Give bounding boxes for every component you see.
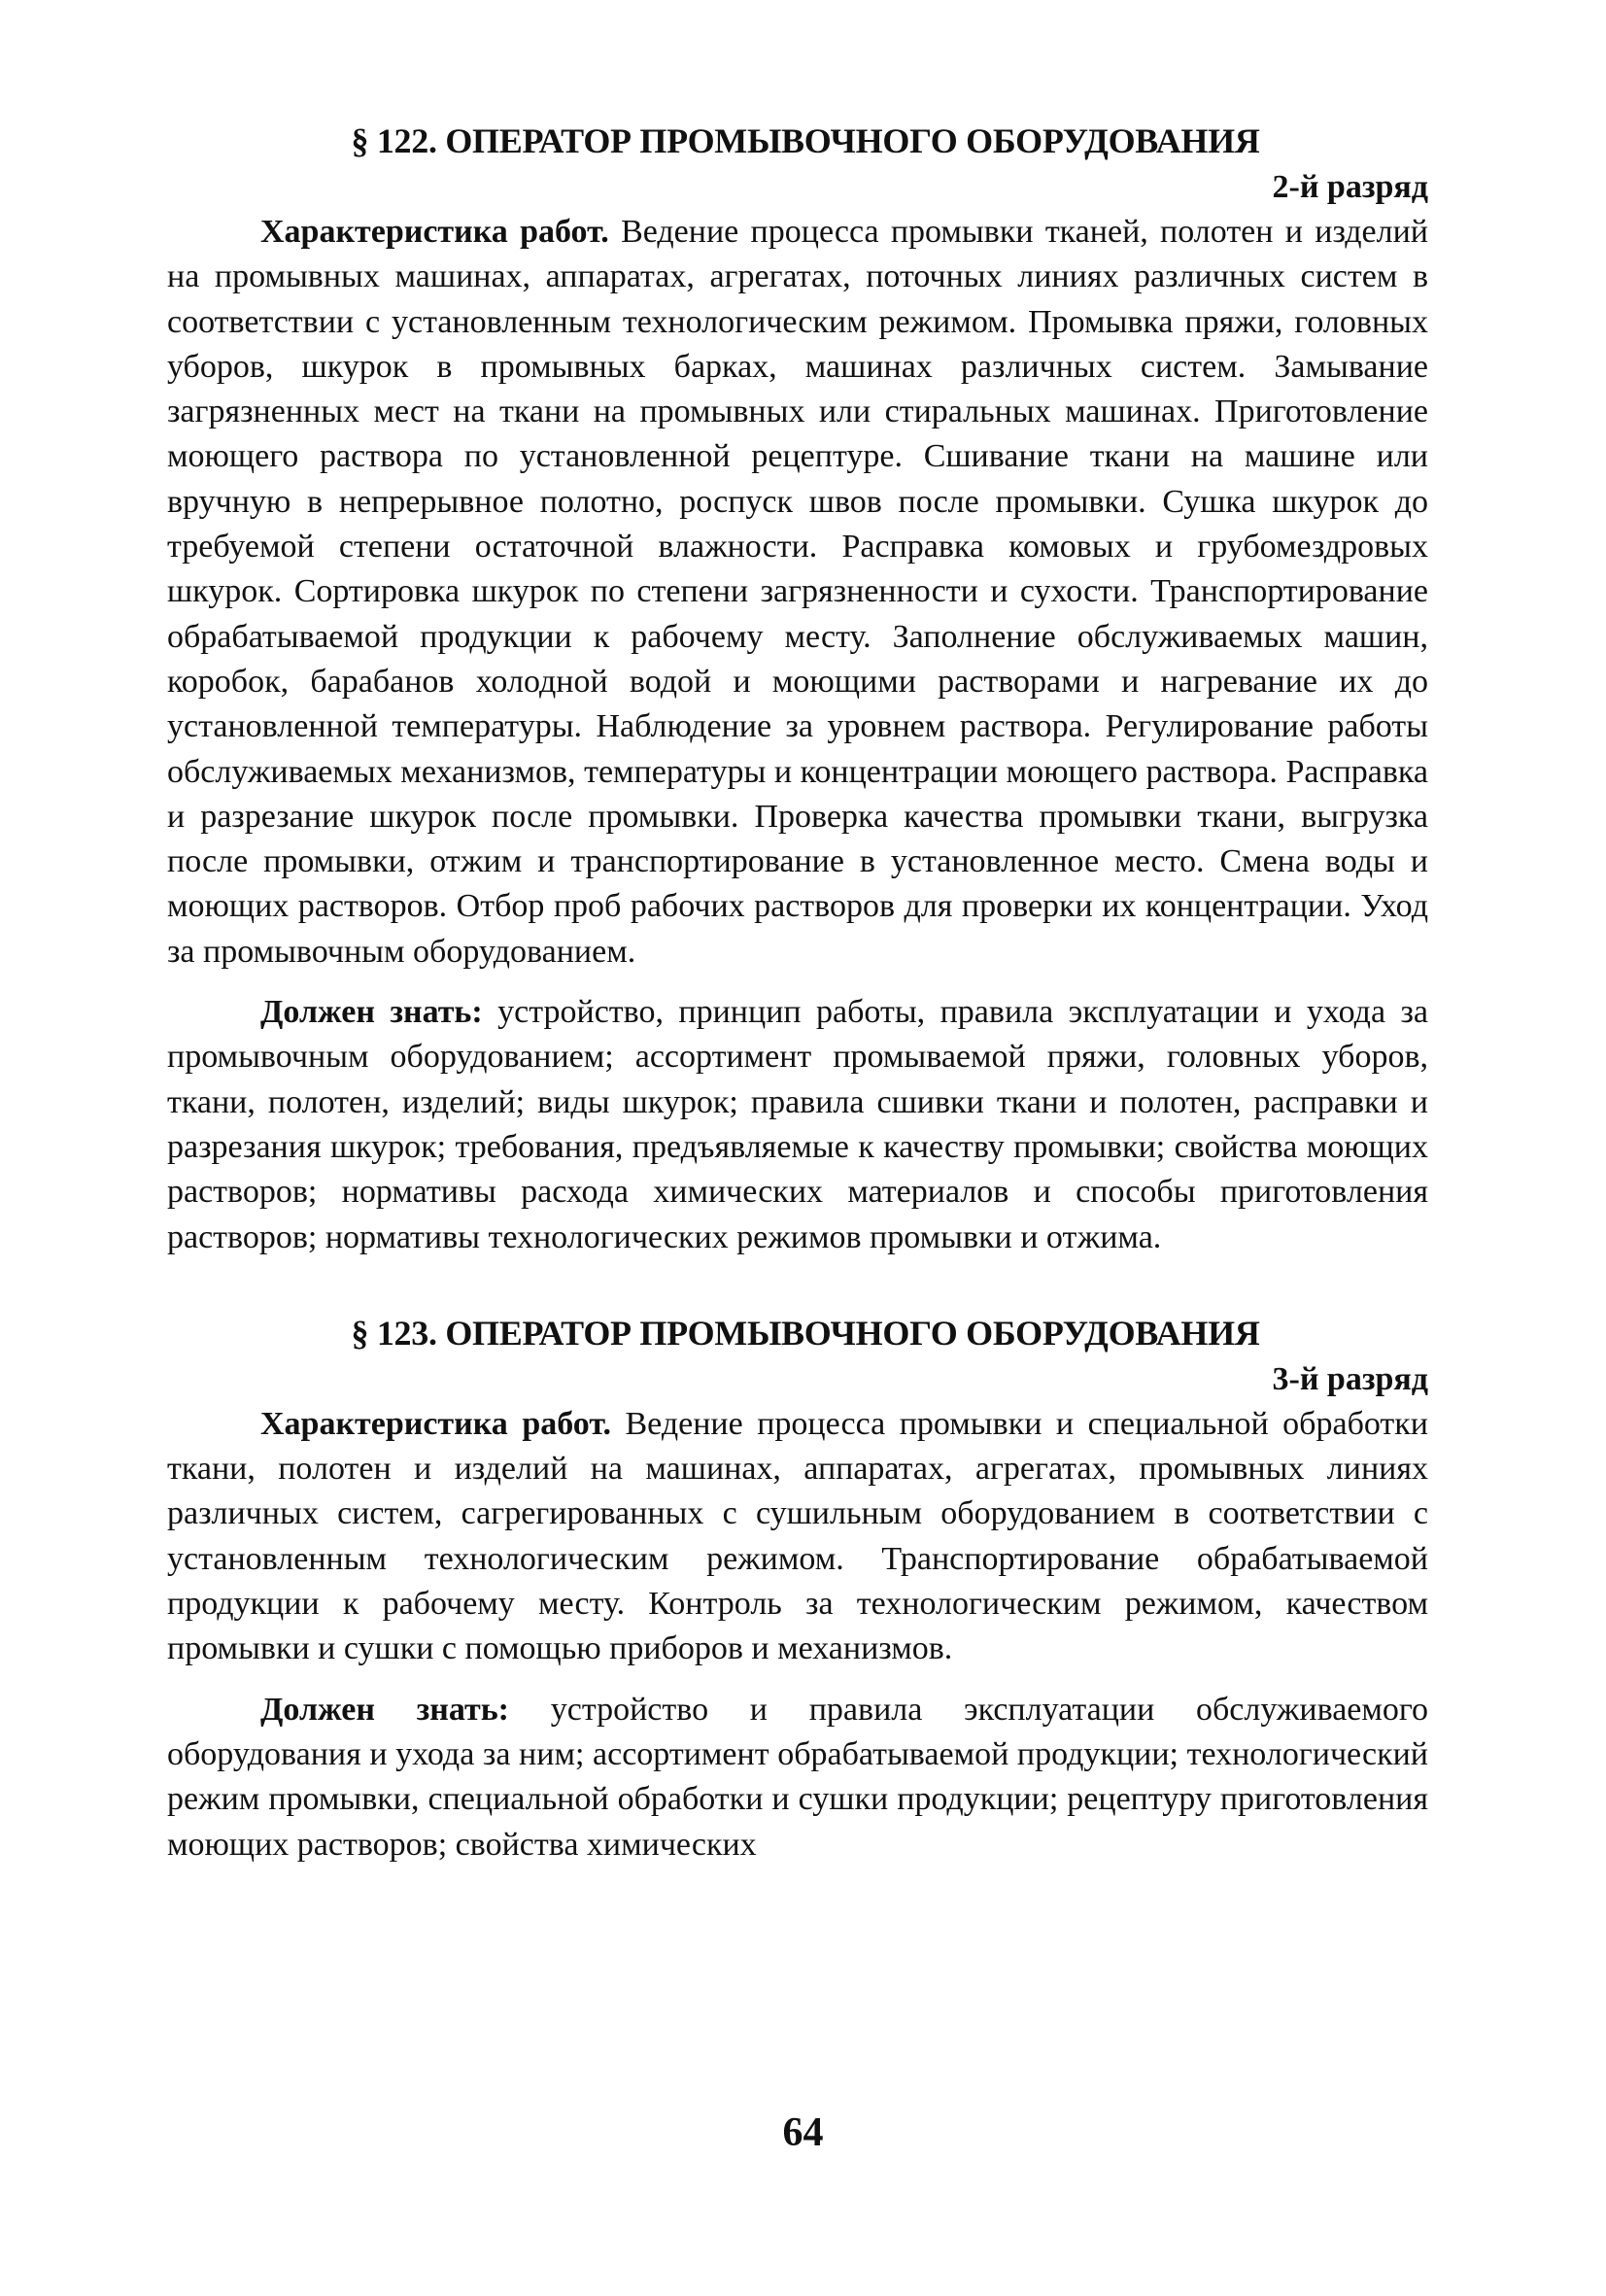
section-heading: § 122. ОПЕРАТОР ПРОМЫВОЧНОГО ОБОРУДОВАНИЯ [351, 121, 1260, 160]
knowledge-paragraph [167, 1688, 1428, 1868]
characteristics-label: Характеристика работ. [260, 214, 609, 250]
knowledge-label: Должен знать: [260, 994, 483, 1031]
section-123 [167, 1311, 1428, 1868]
characteristics-paragraph [167, 210, 1428, 975]
document-page [167, 119, 1428, 1868]
characteristics-text: Ведение процесса промывки тканей, полотен и изделий на промывных машинах, аппаратах, агрегатах, поточных линиях различных систем в соответствии с установленным технологическим режимом. Промывка пряжи, головных уборов, шкурок в промывных барках, машинах различных систем. Замывание загрязненных мест на ткани на промывных или стиральных машинах. Приготовление моющего раствора по установленной рецептуре. Сшивание ткани на машине или вручную в непрерывное полотно, роспуск швов после промывки. Сушка шкурок до требуемой степени остаточной влажности. Расправка комовых и грубомездровых шкурок. Сортировка шкурок по степени загрязненности и сухости. Транспортирование обрабатываемой продукции к рабочему месту. Заполнение обслуживаемых машин, коробок, барабанов холодной водой и моющими растворами и нагревание их до установленной температуры. Наблюдение за уровнем раствора. Регулирование работы обслуживаемых механизмов, температуры и концентрации моющего раствора. Расправка и разрезание шкурок после промывки. Проверка качества промывки ткани, выгрузка после промывки, отжим и транспортирование в установленное место. Смена воды и моющих растворов. Отбор проб рабочих растворов для проверки их концентрации. Уход за промывочным оборудованием. [167, 214, 1429, 970]
section-rank: 3-й разряд [1272, 1360, 1428, 1397]
characteristics-text: Ведение процесса промывки и специальной обработки ткани, полотен и изделий на машинах, аппаратах, агрегатах, промывных линиях различных систем, сагрегированных с сушильным оборудованием в соответствии с установленным технологическим режимом. Транспортирование обрабатываемой продукции к рабочему месту. Контроль за технологическим режимом, качеством промывки и сушки с помощью приборов и механизмов. [167, 1405, 1428, 1667]
section-122 [167, 119, 1428, 1260]
characteristics-label: Характеристика работ. [260, 1405, 611, 1442]
characteristics-paragraph [167, 1402, 1428, 1672]
page-number: 64 [782, 2110, 824, 2155]
knowledge-paragraph [167, 990, 1428, 1260]
section-rank: 2-й разряд [1272, 169, 1428, 205]
knowledge-text: устройство, принцип работы, правила эксплуатации и ухода за промывочным оборудованием; ассортимент промываемой пряжи, головных уборов, ткани, полотен, изделий; виды шкурок; правила сшивки ткани и полотен, расправки и разрезания шкурок; требования, предъявляемые к качеству промывки; свойства моющих растворов; нормативы расхода химических материалов и способы приготовления растворов; нормативы технологических режимов промывки и отжима. [167, 994, 1428, 1255]
knowledge-text: устройство и правила эксплуатации обслуживаемого оборудования и ухода за ним; ассортимент обрабатываемой продукции; технологический режим промывки, специальной обработки и сушки продукции; рецептуру приготовления моющих растворов; свойства химических [167, 1691, 1429, 1863]
section-heading: § 123. ОПЕРАТОР ПРОМЫВОЧНОГО ОБОРУДОВАНИЯ [351, 1313, 1260, 1353]
knowledge-label: Должен знать: [260, 1691, 510, 1728]
